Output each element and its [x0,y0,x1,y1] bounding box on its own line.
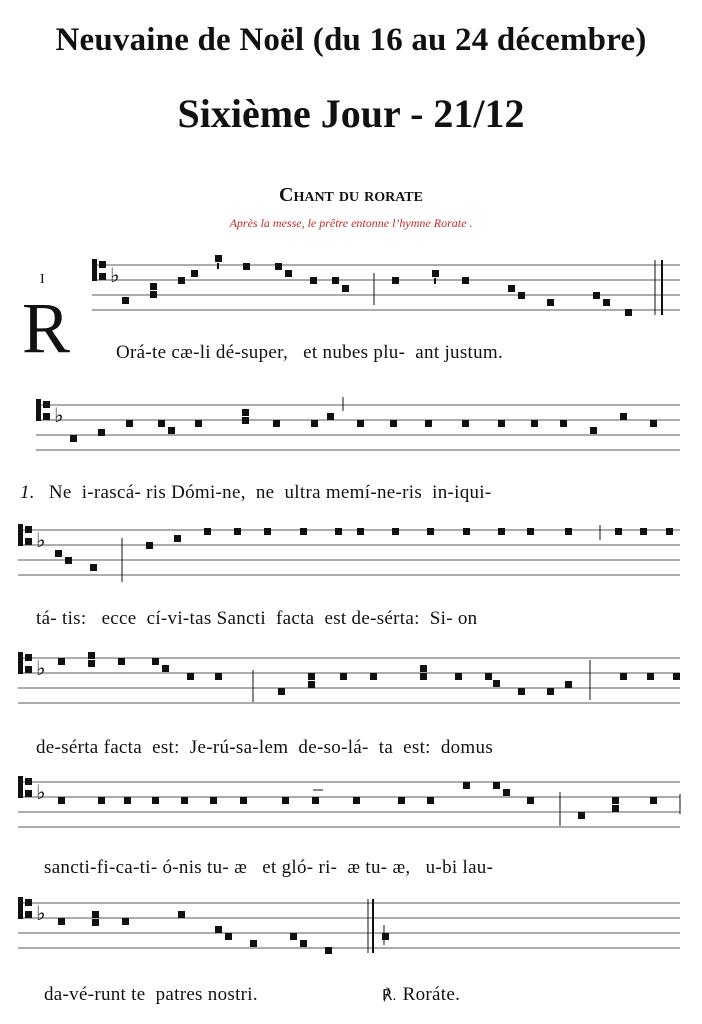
rubric-note: Après la messe, le prêtre entonne l’hymne Rorate . [229,216,473,230]
page-subtitle-day: Sixième Jour - 21/12 [177,91,525,136]
verse-number: 1. [20,482,35,503]
page-title: Neuvaine de Noël (du 16 au 24 décembre) [55,22,647,58]
svg-text:♭: ♭ [36,780,46,804]
lyric-line-1: Orá-te cæ-li dé-super, et nubes plu- ant justum. [116,342,504,363]
staff-4 [0,650,702,710]
flat-sign: ♭ [110,263,120,287]
response-text: Roráte. [402,984,461,1005]
staff-3 [0,520,702,590]
initial-letter: R [22,288,71,368]
lyric-line-4: de-sérta facta est: Je-rú-sa-lem de-so-lá- ta est: domus [36,737,494,758]
svg-text:♭: ♭ [36,901,46,925]
staff-6 [0,895,702,965]
lyric-line-6: da-vé-runt te patres nostri. [44,984,258,1005]
lyric-line-5: sancti-fi-ca-ti- ó-nis tu- æ et gló- ri- æ tu- æ, u-bi lau- [44,857,494,878]
lyric-line-3: tá- tis: ecce cí-vi-tas Sancti facta est de-sérta: Si- on [36,608,478,629]
svg-text:♭: ♭ [36,656,46,680]
lyric-line-2: 1. Ne i-rascá- ris Dómi-ne, ne ultra memí-ne-ris in-iqui- [20,482,492,503]
svg-text:♭: ♭ [54,403,64,427]
staff-5 [0,774,702,834]
do-clef [92,259,106,281]
section-title: Chant du rorate [279,184,423,206]
response [382,984,460,1006]
chant-mode: I [40,272,45,287]
svg-text:♭: ♭ [36,528,46,552]
response-symbol: ℟. [382,988,397,1004]
staff-1 [0,255,702,325]
staff-2 [0,397,702,457]
